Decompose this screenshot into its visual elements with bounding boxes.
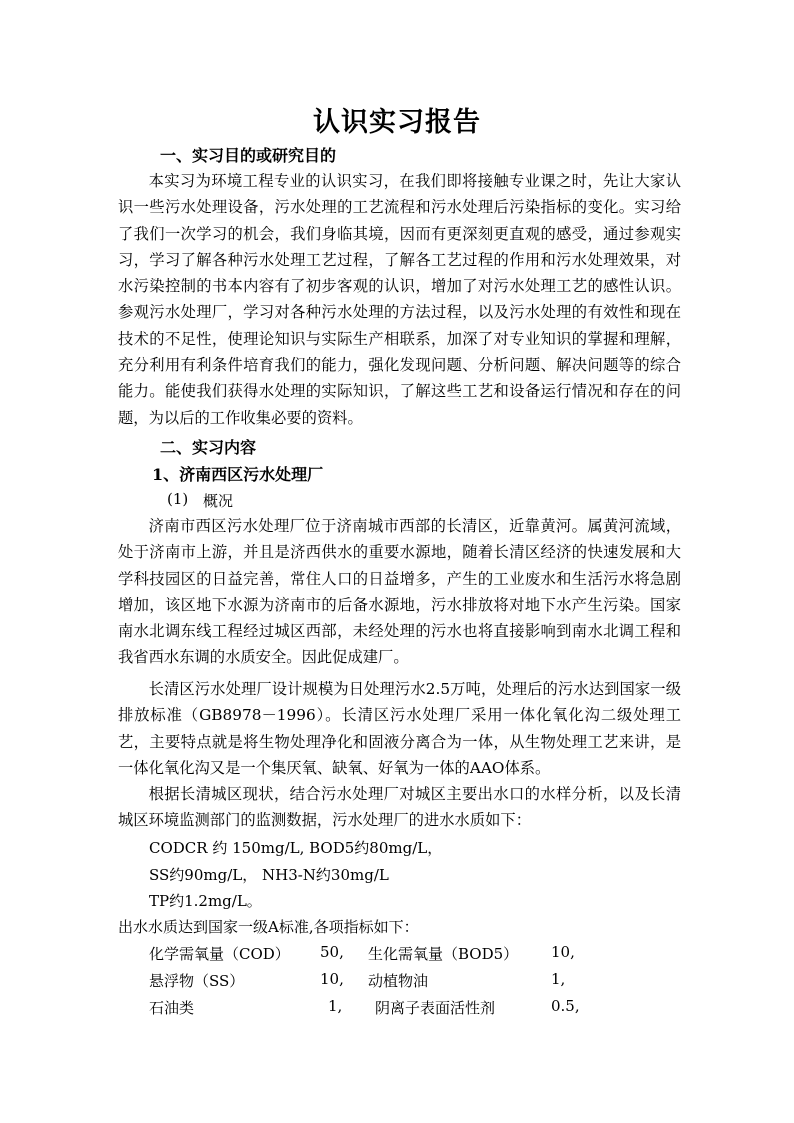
item1-label: 概况	[203, 492, 234, 510]
table-cell: 动植物油	[368, 972, 429, 990]
table-cell: 10,	[551, 943, 575, 961]
table-cell: 1,	[328, 997, 343, 1015]
outflow-intro: 出水水质达到国家一级A标准,各项指标如下：	[118, 918, 419, 936]
table-cell: 50,	[320, 943, 344, 961]
inflow-line: SS约90mg/L， NH3-N约30mg/L	[149, 866, 389, 884]
table-cell: 10,	[320, 970, 344, 988]
section1-heading: 一、实习目的或研究目的	[160, 146, 337, 165]
inflow-line: CODCR 约 150mg/L, BOD5约80mg/L，	[149, 839, 443, 857]
inflow-paragraph: 根据长清城区现状，结合污水处理厂对城区主要出水口的水样分析，以及长清城区环境监测部门的监测数据，污水处理厂的进水水质如下：	[118, 785, 681, 830]
table-cell: 悬浮物（SS）	[149, 972, 245, 990]
table-cell: 0.5,	[551, 997, 580, 1015]
section2-heading: 二、实习内容	[160, 438, 257, 457]
item1-number: (1)	[167, 490, 189, 508]
table-cell: 1,	[551, 970, 566, 988]
inflow-line: TP约1.2mg/L。	[149, 892, 262, 910]
design-paragraph: 长清区污水处理厂设计规模为日处理污水2.5万吨，处理后的污水达到国家一级排放标准（GB8978－1996）。长清区污水处理厂采用一体化氧化沟二级处理工艺，主要特点就是将生物处理净化和固液分离合为一体，从生物处理工艺来讲，是一体化氧化沟又是一个集厌氧、缺氧、好氧为一体的AAO体系。	[118, 680, 681, 777]
subsection1-heading: 1、济南西区污水处理厂	[152, 465, 324, 484]
table-cell: 生化需氧量（BOD5）	[368, 945, 519, 963]
table-cell: 阴离子表面活性剂	[375, 999, 496, 1017]
table-cell: 石油类	[149, 999, 195, 1017]
overview-paragraph: 济南市西区污水处理厂位于济南城市西部的长清区，近靠黄河。属黄河流域，处于济南市上游，并且是济西供水的重要水源地，随着长清区经济的快速发展和大学科技园区的日益完善，常住人口的日益增多，产生的工业废水和生活污水将急剧增加，该区地下水源为济南市的后备水源地，污水排放将对地下水产生污染。国家南水北调东线工程经过城区西部，未经处理的污水也将直接影响到南水北调工程和我省西水东调的水质安全。因此促成建厂。	[118, 517, 681, 667]
section1-body: 本实习为环境工程专业的认识实习，在我们即将接触专业课之时，先让大家认识一些污水处理设备，污水处理的工艺流程和污水处理后污染指标的变化。实习给了我们一次学习的机会，我们身临其境，因而有更深刻更直观的感受，通过参观实习，学习了解各种污水处理工艺过程，了解各工艺过程的作用和污水处理效果，对水污染控制的书本内容有了初步客观的认识，增加了对污水处理工艺的感性认识。参观污水处理厂，学习对各种污水处理的方法过程，以及污水处理的有效性和现在技术的不足性，使理论知识与实际生产相联系，加深了对专业知识的掌握和理解，充分利用有利条件培育我们的能力，强化发现问题、分析问题、解决问题等的综合能力。能使我们获得水处理的实际知识，了解这些工艺和设备运行情况和存在的问题，为以后的工作收集必要的资料。	[118, 172, 681, 427]
table-cell: 化学需氧量（COD）	[149, 945, 290, 963]
document-title: 认识实习报告	[313, 107, 481, 138]
